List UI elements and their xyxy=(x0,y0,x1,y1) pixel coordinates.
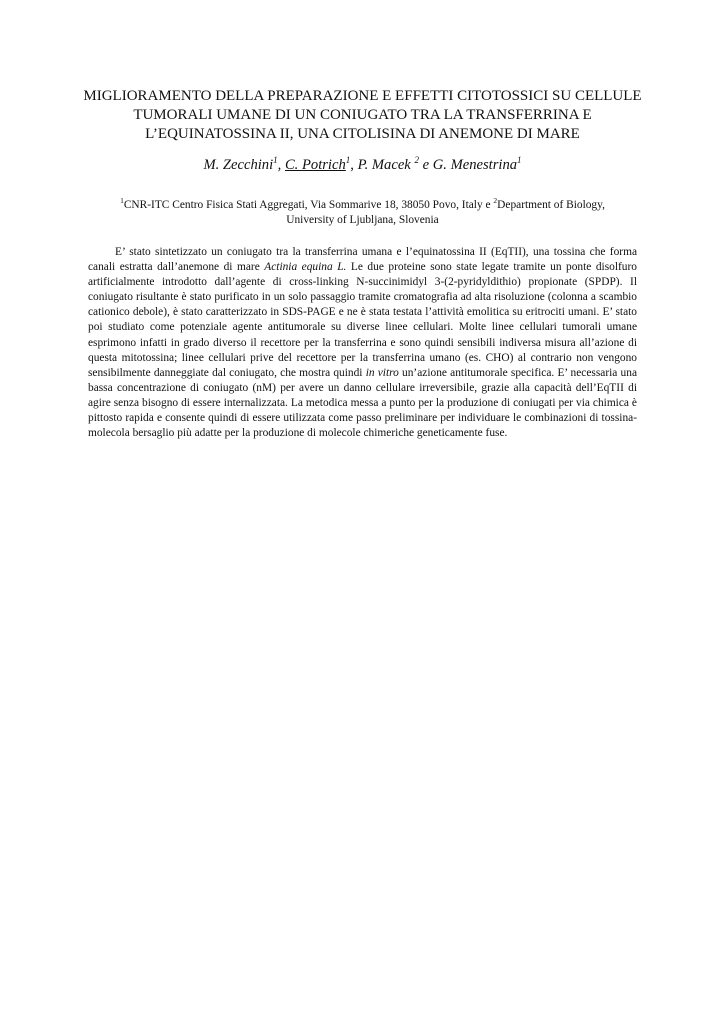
affiliation-line-2: University of Ljubljana, Slovenia xyxy=(286,213,439,226)
paper-title xyxy=(80,87,645,144)
title-line-3: L’EQUINATOSSINA II, UNA CITOLISINA DI ANEMONE DI MARE xyxy=(145,126,580,142)
affiliations xyxy=(90,193,635,228)
abstract-text: un’azione antitumorale specifica. E’ necessaria una bassa concentrazione di coniugato (nM) per avere un danno cellulare irreversibile, grazie alla capacità dell’EqTII di agire senza bisogno di essere internalizzata. La metodica messa a punto per la produzione di coniugati per via chimica è pittosto rapida e consente quindi di essere utilizzata come passo preliminare per individuare le combinazioni di tossina-molecola bersaglio più adatte per la produzione di molecole chimeriche geneticamente fuse. xyxy=(88,366,637,440)
author-name: P. Macek xyxy=(357,156,411,173)
author-affiliation-mark: 2 xyxy=(414,155,419,165)
abstract-paragraph xyxy=(88,245,637,441)
abstract-text: Le due proteine sono state legate tramite un ponte disolfuro artificialmente introdotto dall’agente di cross-linking N-succinimidyl 3-(2-pyridyldithio) propionate (SPDP). Il coniugato risultante è stato purificato in un solo passaggio tramite cromatografia ad alta risoluzione (colonna a scambio cationico debole), è stato caratterizzato in SDS-PAGE e ne è stata testata l’attività emolitica su eritrociti umani. E’ stato poi studiato come potenziale agente antitumorale su diverse linee cellulari. Molte linee cellulari tumorali umane esprimono infatti in grado diverso il recettore per la transferrina e sono quindi sensibili indiversa misura all’azione di questa mitotossina; linee cellulari prive del recettore per la transferrina umano (es. CHO) al contrario non vengono sensibilmente danneggiate dal coniugato, che mostra quindi xyxy=(88,261,637,379)
title-line-2: TUMORALI UMANE DI UN CONIUGATO TRA LA TRANSFERRINA E xyxy=(133,107,592,123)
affiliation-text: Department of Biology, xyxy=(497,198,605,211)
author-affiliation-mark: 1 xyxy=(345,155,351,165)
author-conjunction: e xyxy=(422,156,430,173)
species-name: Actinia equina L. xyxy=(264,261,347,274)
author-affiliation-mark: 1 xyxy=(517,155,522,165)
affiliation-line-1 xyxy=(90,193,635,213)
abstract-text: E’ stato sintetizzato un coniugato tra la transferrina umana e l’equinatossina II (EqTII), una tossina che forma canali estratta dall’anemone di mare xyxy=(88,246,637,274)
affiliation-mark: 2 xyxy=(493,196,498,205)
author-affiliation-mark: 1 xyxy=(273,155,278,165)
author-name: G. Menestrina xyxy=(432,156,518,173)
presenting-author-name: C. Potrich xyxy=(284,156,346,173)
title-line-1: MIGLIORAMENTO DELLA PREPARAZIONE E EFFETTI CITOTOSSICI SU CELLULE xyxy=(83,88,642,104)
in-vitro-term: in vitro xyxy=(365,366,399,379)
affiliation-mark: 1 xyxy=(120,196,124,205)
author-name: M. Zecchini xyxy=(203,156,274,173)
affiliation-text: CNR-ITC Centro Fisica Stati Aggregati, Via Sommarive 18, 38050 Povo, Italy e xyxy=(123,198,494,211)
author-list: M. Zecchini$^1$, C. Potrich$^1$, P. Macek $^2$ e G. Menestrina$^1$ xyxy=(203,155,522,173)
